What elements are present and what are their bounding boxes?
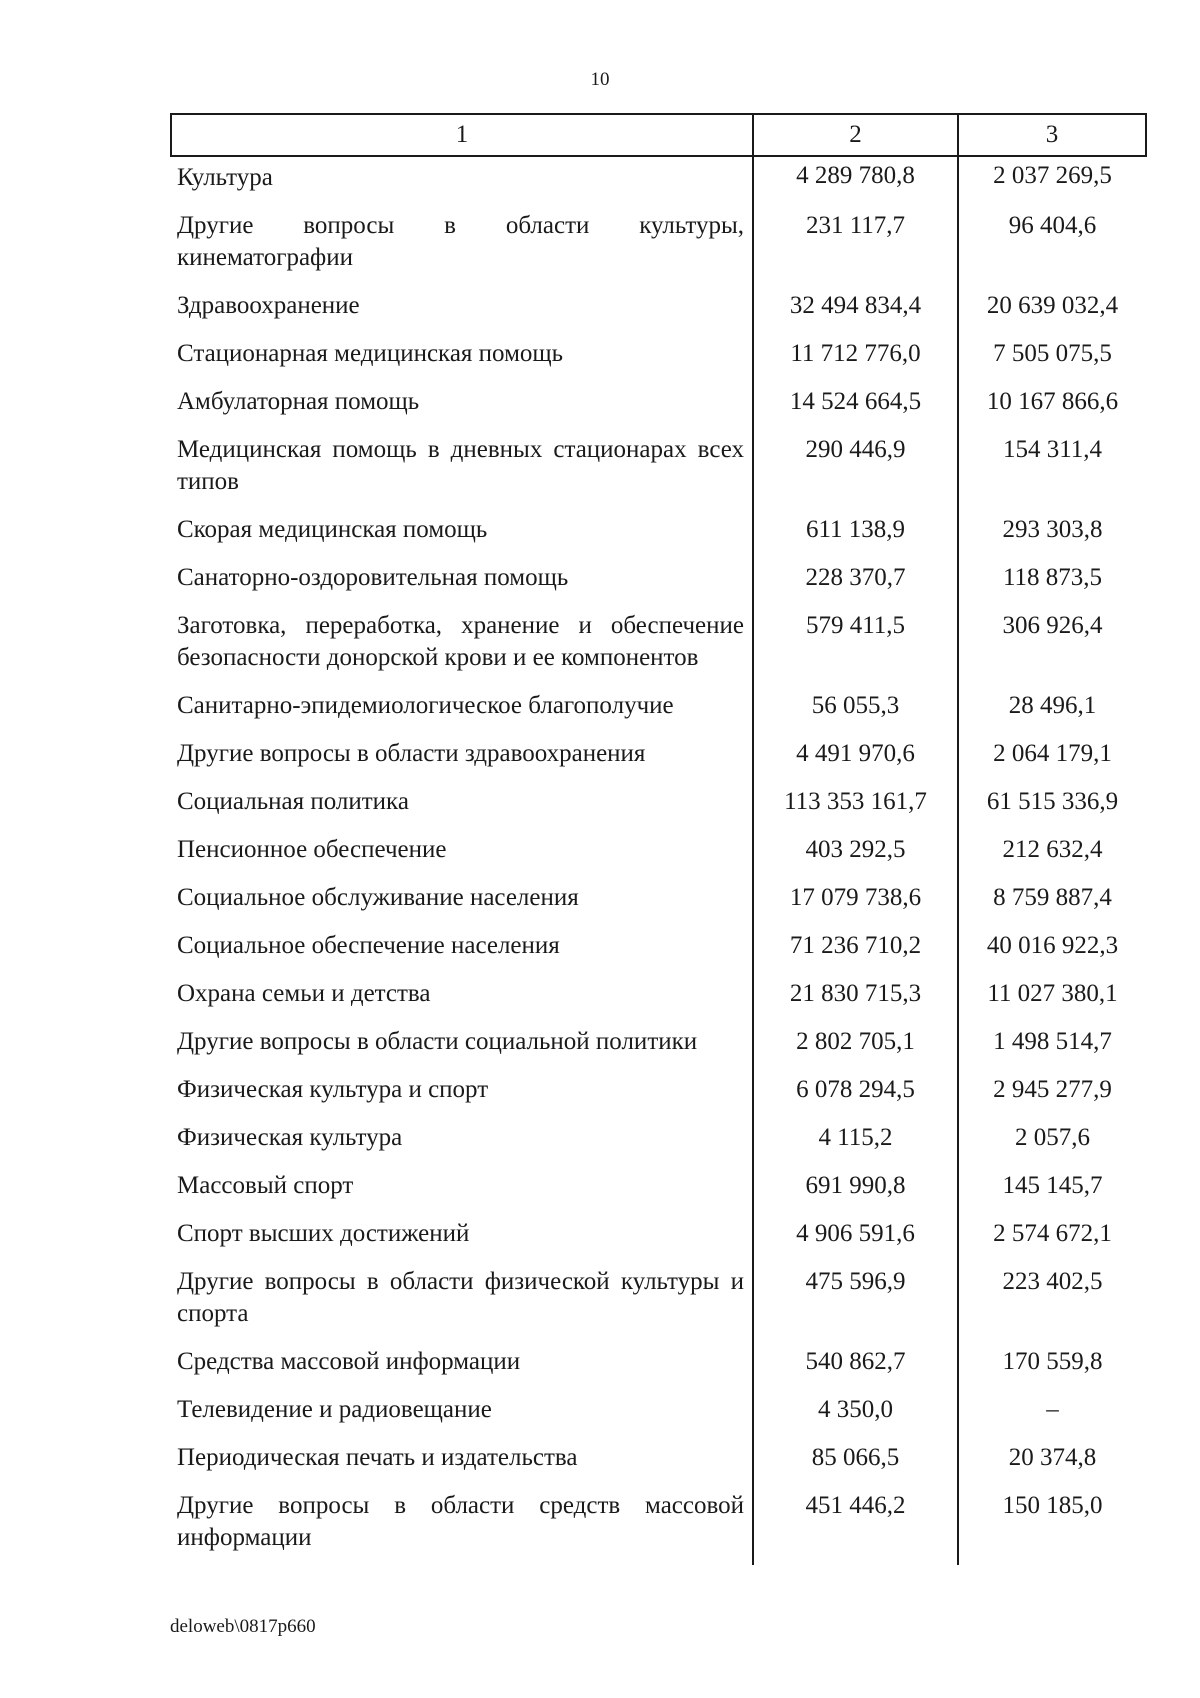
table-row [171, 1213, 1146, 1261]
table-row [171, 557, 1146, 605]
row-value-col2: 231 117,7 [753, 205, 958, 285]
row-name: Социальная политика [177, 788, 409, 815]
row-value-col3: 10 167 866,6 [958, 381, 1146, 429]
column-header-2: 2 [753, 114, 958, 156]
table-row [171, 1117, 1146, 1165]
row-value-col2: 11 712 776,0 [753, 333, 958, 381]
table-row [171, 1341, 1146, 1389]
header-row [171, 114, 1146, 156]
table-row [171, 1021, 1146, 1069]
table-body [171, 156, 1146, 1565]
row-value-col3: 1 498 514,7 [958, 1021, 1146, 1069]
row-value-col2: 691 990,8 [753, 1165, 958, 1213]
table-row [171, 685, 1146, 733]
row-value-col2: 6 078 294,5 [753, 1069, 958, 1117]
row-value-col3: 306 926,4 [958, 605, 1146, 685]
row-name: Стационарная медицинская помощь [177, 340, 564, 367]
row-value-col2: 4 906 591,6 [753, 1213, 958, 1261]
row-value-col2: 85 066,5 [753, 1437, 958, 1485]
table-row [171, 1069, 1146, 1117]
row-name: Периодическая печать и издательства [177, 1444, 578, 1471]
row-value-col3: 150 185,0 [958, 1485, 1146, 1565]
row-value-col2: 403 292,5 [753, 829, 958, 877]
row-value-col2: 4 289 780,8 [753, 156, 958, 205]
row-value-col3: – [958, 1389, 1146, 1437]
table-row [171, 733, 1146, 781]
table-row [171, 333, 1146, 381]
row-name: Социальное обслуживание населения [177, 884, 579, 911]
table-row [171, 1485, 1146, 1565]
page-number: 10 [590, 69, 610, 90]
row-value-col3: 61 515 336,9 [958, 781, 1146, 829]
row-name: Амбулаторная помощь [177, 388, 420, 415]
row-name: Другие вопросы в области средств массовой информации [177, 1492, 744, 1551]
row-value-col2: 113 353 161,7 [753, 781, 958, 829]
column-header-1: 1 [171, 114, 753, 156]
row-name: Скорая медицинская помощь [177, 516, 488, 543]
row-name: Культура [177, 164, 273, 191]
row-value-col3: 118 873,5 [958, 557, 1146, 605]
table-row [171, 205, 1146, 285]
row-value-col2: 14 524 664,5 [753, 381, 958, 429]
row-name: Санаторно-оздоровительная помощь [177, 564, 569, 591]
row-value-col2: 21 830 715,3 [753, 973, 958, 1021]
table-row [171, 1261, 1146, 1341]
table-row [171, 829, 1146, 877]
table-row [171, 973, 1146, 1021]
row-value-col2: 56 055,3 [753, 685, 958, 733]
row-value-col3: 212 632,4 [958, 829, 1146, 877]
row-value-col2: 2 802 705,1 [753, 1021, 958, 1069]
row-value-col3: 11 027 380,1 [958, 973, 1146, 1021]
row-value-col2: 290 446,9 [753, 429, 958, 509]
row-value-col3: 2 037 269,5 [958, 156, 1146, 205]
row-value-col3: 20 639 032,4 [958, 285, 1146, 333]
table-row [171, 381, 1146, 429]
row-name: Физическая культура и спорт [177, 1076, 489, 1103]
row-value-col3: 145 145,7 [958, 1165, 1146, 1213]
row-name: Другие вопросы в области физической культуры и спорта [177, 1268, 744, 1327]
row-name: Охрана семьи и детства [177, 980, 431, 1007]
row-value-col3: 154 311,4 [958, 429, 1146, 509]
row-name: Заготовка, переработка, хранение и обеспечение безопасности донорской крови и ее компонентов [177, 612, 744, 671]
row-name: Физическая культура [177, 1124, 403, 1151]
row-value-col2: 4 491 970,6 [753, 733, 958, 781]
row-value-col2: 32 494 834,4 [753, 285, 958, 333]
table-row [171, 156, 1146, 205]
row-value-col3: 2 064 179,1 [958, 733, 1146, 781]
row-name: Спорт высших достижений [177, 1220, 470, 1247]
row-value-col3: 8 759 887,4 [958, 877, 1146, 925]
row-value-col3: 170 559,8 [958, 1341, 1146, 1389]
row-value-col3: 2 057,6 [958, 1117, 1146, 1165]
row-value-col3: 28 496,1 [958, 685, 1146, 733]
table-row [171, 605, 1146, 685]
document-code: deloweb\0817p660 [170, 1616, 316, 1637]
row-value-col2: 540 862,7 [753, 1341, 958, 1389]
table-row [171, 429, 1146, 509]
table-row [171, 1389, 1146, 1437]
row-value-col2: 228 370,7 [753, 557, 958, 605]
row-value-col2: 4 350,0 [753, 1389, 958, 1437]
row-value-col3: 96 404,6 [958, 205, 1146, 285]
table-row [171, 877, 1146, 925]
table-row [171, 1165, 1146, 1213]
table-row [171, 1437, 1146, 1485]
table-row [171, 285, 1146, 333]
column-header-3: 3 [958, 114, 1146, 156]
table-row [171, 509, 1146, 557]
row-name: Телевидение и радиовещание [177, 1396, 492, 1423]
row-name: Пенсионное обеспечение [177, 836, 447, 863]
row-value-col2: 579 411,5 [753, 605, 958, 685]
row-value-col3: 20 374,8 [958, 1437, 1146, 1485]
row-value-col3: 2 574 672,1 [958, 1213, 1146, 1261]
row-name: Другие вопросы в области здравоохранения [177, 740, 646, 767]
table-row [171, 781, 1146, 829]
row-name: Другие вопросы в области культуры, кинематографии [177, 212, 744, 271]
row-value-col2: 17 079 738,6 [753, 877, 958, 925]
row-name: Массовый спорт [177, 1172, 354, 1199]
row-value-col3: 2 945 277,9 [958, 1069, 1146, 1117]
row-value-col2: 611 138,9 [753, 509, 958, 557]
row-name: Здравоохранение [177, 292, 360, 319]
row-value-col3: 40 016 922,3 [958, 925, 1146, 973]
row-value-col2: 451 446,2 [753, 1485, 958, 1565]
row-value-col3: 223 402,5 [958, 1261, 1146, 1341]
table-header [171, 114, 1146, 156]
row-name: Санитарно-эпидемиологическое благополучие [177, 692, 674, 719]
row-value-col2: 475 596,9 [753, 1261, 958, 1341]
row-name: Средства массовой информации [177, 1348, 521, 1375]
row-value-col2: 71 236 710,2 [753, 925, 958, 973]
budget-table [170, 113, 1147, 1565]
row-name: Другие вопросы в области социальной политики [177, 1028, 698, 1055]
table-row [171, 925, 1146, 973]
row-name: Социальное обеспечение населения [177, 932, 560, 959]
row-name: Медицинская помощь в дневных стационарах всех типов [177, 436, 744, 495]
row-value-col3: 7 505 075,5 [958, 333, 1146, 381]
row-value-col3: 293 303,8 [958, 509, 1146, 557]
row-value-col2: 4 115,2 [753, 1117, 958, 1165]
